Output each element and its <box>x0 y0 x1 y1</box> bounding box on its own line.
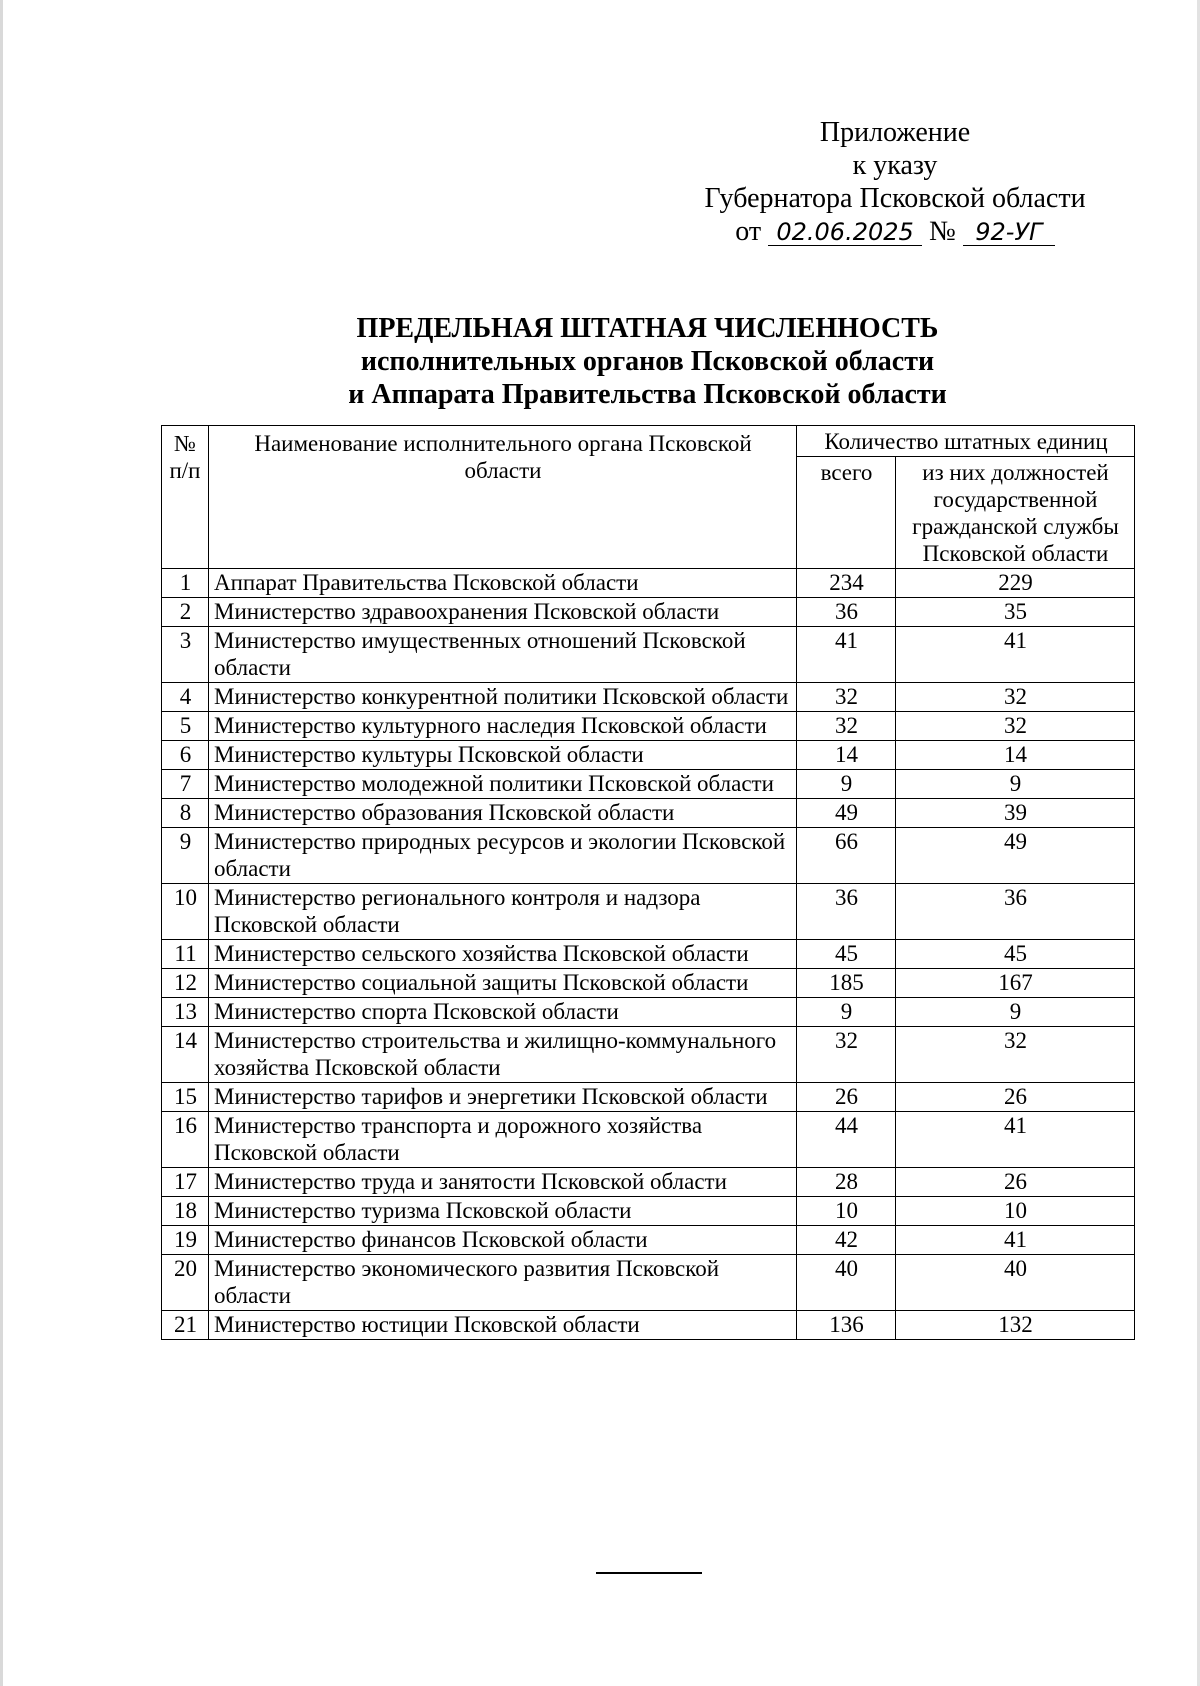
header-total: всего <box>797 457 896 569</box>
header-name: Наименование исполнительного органа Псковской области <box>209 426 797 569</box>
row-total-units: 26 <box>797 1083 896 1112</box>
row-organ-name: Министерство юстиции Псковской области <box>209 1311 797 1340</box>
row-number: 21 <box>162 1311 209 1340</box>
staff-table <box>161 425 1135 1340</box>
row-number: 3 <box>162 627 209 683</box>
header-number-abbr: п/п <box>169 458 201 483</box>
row-civil-service-units: 41 <box>896 627 1135 683</box>
table-row <box>162 1083 1135 1112</box>
table-row <box>162 741 1135 770</box>
row-total-units: 234 <box>797 569 896 598</box>
row-total-units: 41 <box>797 627 896 683</box>
row-civil-service-units: 32 <box>896 712 1135 741</box>
row-number: 17 <box>162 1168 209 1197</box>
table-row <box>162 712 1135 741</box>
row-organ-name: Министерство регионального контроля и надзора Псковской области <box>209 884 797 940</box>
row-total-units: 9 <box>797 770 896 799</box>
row-organ-name: Министерство спорта Псковской области <box>209 998 797 1027</box>
appendix-line-2: к указу <box>852 150 938 181</box>
row-organ-name: Министерство природных ресурсов и экологии Псковской области <box>209 828 797 884</box>
row-total-units: 14 <box>797 741 896 770</box>
row-civil-service-units: 32 <box>896 1027 1135 1083</box>
row-number: 7 <box>162 770 209 799</box>
row-organ-name: Министерство строительства и жилищно-коммунального хозяйства Псковской области <box>209 1027 797 1083</box>
table-row <box>162 1226 1135 1255</box>
row-civil-service-units: 10 <box>896 1197 1135 1226</box>
appendix-date-line <box>620 215 1170 248</box>
row-civil-service-units: 167 <box>896 969 1135 998</box>
row-total-units: 32 <box>797 683 896 712</box>
table-row <box>162 598 1135 627</box>
row-civil-service-units: 9 <box>896 998 1135 1027</box>
row-total-units: 10 <box>797 1197 896 1226</box>
row-civil-service-units: 39 <box>896 799 1135 828</box>
row-civil-service-units: 26 <box>896 1083 1135 1112</box>
row-number: 10 <box>162 884 209 940</box>
appendix-line-3: Губернатора Псковской области <box>704 183 1086 214</box>
appendix-line-1: Приложение <box>819 117 971 148</box>
row-civil-service-units: 9 <box>896 770 1135 799</box>
row-organ-name: Министерство транспорта и дорожного хозяйства Псковской области <box>209 1112 797 1168</box>
row-organ-name: Министерство сельского хозяйства Псковской области <box>209 940 797 969</box>
title-line-3: и Аппарата Правительства Псковской области <box>348 379 947 410</box>
table-row <box>162 1255 1135 1311</box>
title-line-2: исполнительных органов Псковской области <box>360 346 935 377</box>
table-row <box>162 828 1135 884</box>
row-number: 1 <box>162 569 209 598</box>
document-title <box>160 312 1135 411</box>
row-number: 8 <box>162 799 209 828</box>
header-civil-service: из них должностей государственной гражданской службы Псковской области <box>896 457 1135 569</box>
table-row <box>162 969 1135 998</box>
row-total-units: 36 <box>797 884 896 940</box>
row-civil-service-units: 132 <box>896 1311 1135 1340</box>
row-civil-service-units: 14 <box>896 741 1135 770</box>
row-number: 4 <box>162 683 209 712</box>
row-total-units: 32 <box>797 1027 896 1083</box>
row-total-units: 28 <box>797 1168 896 1197</box>
row-organ-name: Министерство здравоохранения Псковской области <box>209 598 797 627</box>
row-total-units: 136 <box>797 1311 896 1340</box>
row-total-units: 45 <box>797 940 896 969</box>
row-organ-name: Аппарат Правительства Псковской области <box>209 569 797 598</box>
row-civil-service-units: 32 <box>896 683 1135 712</box>
row-organ-name: Министерство конкурентной политики Псковской области <box>209 683 797 712</box>
row-civil-service-units: 45 <box>896 940 1135 969</box>
row-number: 12 <box>162 969 209 998</box>
row-number: 6 <box>162 741 209 770</box>
handwritten-number: 92-УГ <box>963 219 1055 246</box>
row-organ-name: Министерство социальной защиты Псковской области <box>209 969 797 998</box>
row-civil-service-units: 36 <box>896 884 1135 940</box>
row-number: 19 <box>162 1226 209 1255</box>
table-row <box>162 998 1135 1027</box>
table-row <box>162 1197 1135 1226</box>
row-civil-service-units: 49 <box>896 828 1135 884</box>
row-total-units: 9 <box>797 998 896 1027</box>
row-number: 16 <box>162 1112 209 1168</box>
appendix-block <box>620 116 1170 248</box>
header-quantity: Количество штатных единиц <box>797 426 1135 457</box>
table-body <box>162 569 1135 1340</box>
table-row <box>162 770 1135 799</box>
row-organ-name: Министерство экономического развития Псковской области <box>209 1255 797 1311</box>
row-number: 2 <box>162 598 209 627</box>
table-row <box>162 884 1135 940</box>
table-row <box>162 1112 1135 1168</box>
table-row <box>162 799 1135 828</box>
end-separator-line <box>596 1572 702 1574</box>
row-total-units: 49 <box>797 799 896 828</box>
table-row <box>162 940 1135 969</box>
row-total-units: 36 <box>797 598 896 627</box>
row-number: 14 <box>162 1027 209 1083</box>
header-number-sign: № <box>174 431 196 456</box>
row-civil-service-units: 35 <box>896 598 1135 627</box>
row-civil-service-units: 40 <box>896 1255 1135 1311</box>
row-civil-service-units: 41 <box>896 1112 1135 1168</box>
date-prefix: от <box>735 216 762 247</box>
row-civil-service-units: 229 <box>896 569 1135 598</box>
row-organ-name: Министерство культурного наследия Псковской области <box>209 712 797 741</box>
row-total-units: 44 <box>797 1112 896 1168</box>
handwritten-date: 02.06.2025 <box>768 219 922 246</box>
row-number: 13 <box>162 998 209 1027</box>
row-organ-name: Министерство имущественных отношений Псковской области <box>209 627 797 683</box>
row-number: 9 <box>162 828 209 884</box>
row-total-units: 66 <box>797 828 896 884</box>
table-row <box>162 1027 1135 1083</box>
row-number: 18 <box>162 1197 209 1226</box>
table-row <box>162 1168 1135 1197</box>
row-total-units: 42 <box>797 1226 896 1255</box>
table-row <box>162 683 1135 712</box>
row-number: 11 <box>162 940 209 969</box>
row-organ-name: Министерство тарифов и энергетики Псковской области <box>209 1083 797 1112</box>
row-number: 15 <box>162 1083 209 1112</box>
table-row <box>162 569 1135 598</box>
header-number <box>162 426 209 569</box>
number-sign: № <box>929 216 956 247</box>
table-header-row <box>162 426 1135 457</box>
row-organ-name: Министерство образования Псковской области <box>209 799 797 828</box>
row-total-units: 32 <box>797 712 896 741</box>
row-total-units: 40 <box>797 1255 896 1311</box>
row-organ-name: Министерство туризма Псковской области <box>209 1197 797 1226</box>
row-number: 20 <box>162 1255 209 1311</box>
row-civil-service-units: 41 <box>896 1226 1135 1255</box>
scan-edge-left <box>0 0 3 1686</box>
row-organ-name: Министерство финансов Псковской области <box>209 1226 797 1255</box>
table-row <box>162 1311 1135 1340</box>
row-organ-name: Министерство культуры Псковской области <box>209 741 797 770</box>
row-organ-name: Министерство молодежной политики Псковской области <box>209 770 797 799</box>
row-civil-service-units: 26 <box>896 1168 1135 1197</box>
row-total-units: 185 <box>797 969 896 998</box>
row-organ-name: Министерство труда и занятости Псковской области <box>209 1168 797 1197</box>
table-row <box>162 627 1135 683</box>
row-number: 5 <box>162 712 209 741</box>
title-line-1: ПРЕДЕЛЬНАЯ ШТАТНАЯ ЧИСЛЕННОСТЬ <box>356 313 939 344</box>
